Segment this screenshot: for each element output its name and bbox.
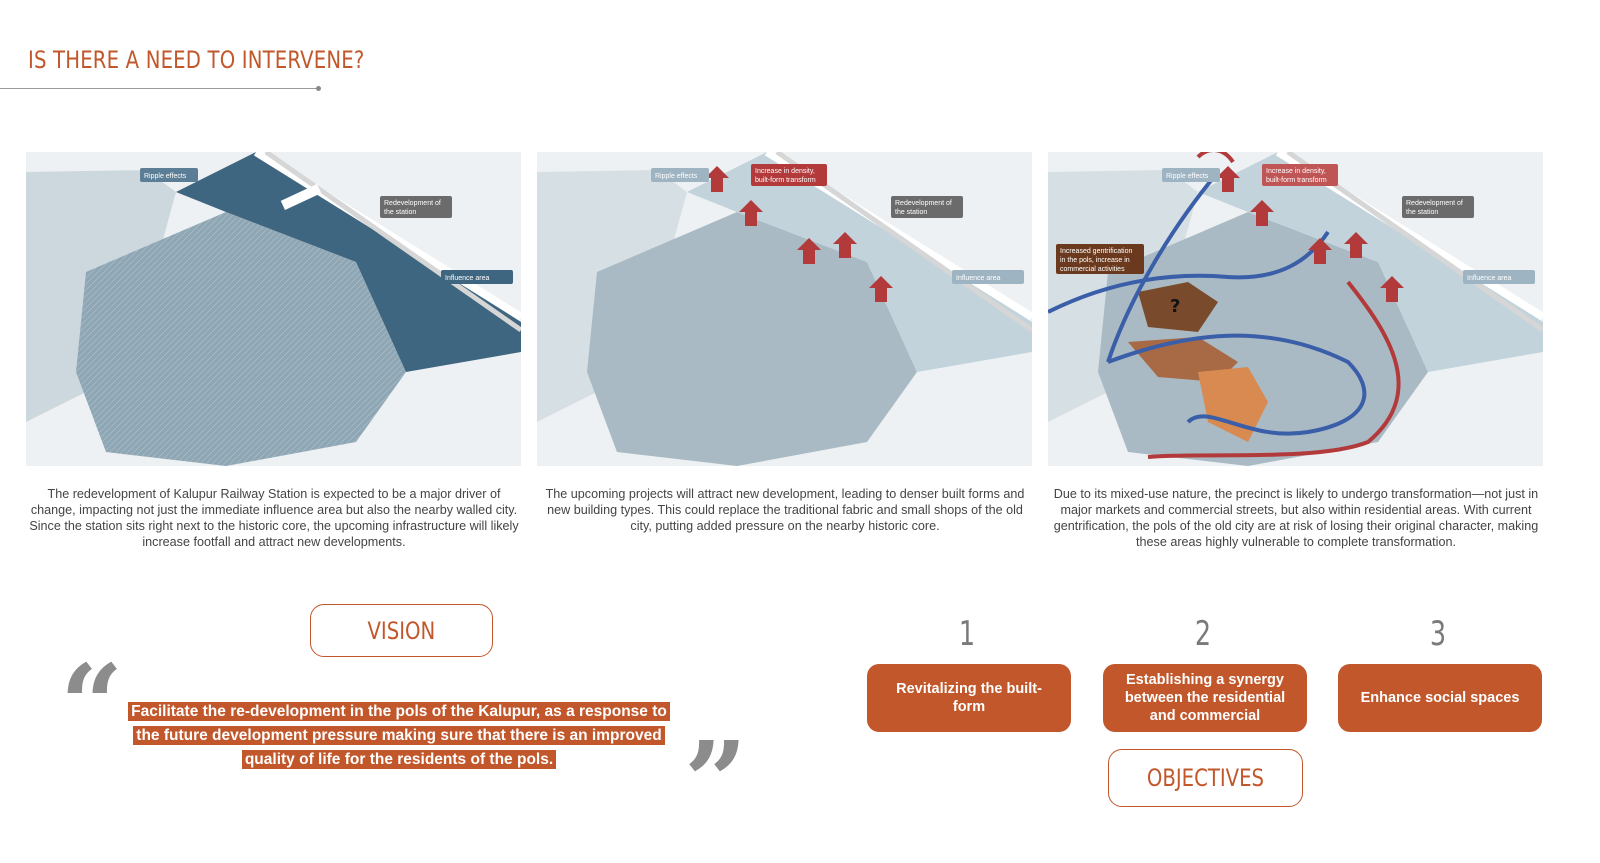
quote-open-icon: “	[60, 640, 124, 769]
objective-card-2: Establishing a synergy between the residential and commercial	[1103, 664, 1307, 732]
svg-text:Redevelopment of: Redevelopment of	[1406, 200, 1463, 207]
caption-1: The redevelopment of Kalupur Railway Station is expected to be a major driver of change, impacting not just the immediate influence area but also the nearby walled city. Since the station sits right next to the historic core, the upcoming infrastructure will likely increase footfall and attract new developments.	[29, 487, 519, 549]
svg-text:in the pols, increase in: in the pols, increase in	[1060, 257, 1130, 264]
map-3-illustration	[1048, 152, 1543, 466]
label-ripple-effects	[140, 168, 198, 182]
svg-text:commercial activities: commercial activities	[1060, 266, 1125, 273]
label-ripple-effects	[1162, 168, 1220, 182]
svg-text:Increased gentrification: Increased gentrification	[1060, 248, 1133, 255]
vision-statement-text: Facilitate the re-development in the pols of the Kalupur, as a response to the future development pressure making sure that there is an improved quality of life for the residents of the pols.	[128, 702, 670, 769]
objectives-heading	[1108, 749, 1303, 807]
svg-text:built-form transform: built-form transform	[1266, 177, 1327, 184]
caption-3: Due to its mixed-use nature, the precinct is likely to undergo transformation—not just in major markets and commercial streets, but also within residential areas. With current gentrification, the pols of the old city are at risk of losing their original character, making these areas highly vulnerable to complete transformation.	[1053, 487, 1539, 549]
quote-close-icon: ”	[684, 717, 748, 846]
label-influence-area	[441, 270, 513, 284]
objective-number-2: 2	[1194, 614, 1212, 654]
label-density	[1262, 164, 1338, 186]
label-gentrification	[1056, 244, 1144, 274]
label-redevelopment	[891, 196, 963, 218]
svg-text:Ripple effects: Ripple effects	[144, 173, 187, 180]
vision-heading	[310, 604, 493, 657]
objective-card-3: Enhance social spaces	[1338, 664, 1542, 732]
map-1-illustration	[26, 152, 521, 466]
svg-text:built-form transform: built-form transform	[755, 177, 816, 184]
svg-text:Increase in density,: Increase in density,	[755, 168, 815, 175]
map-influence-area	[26, 152, 521, 466]
objectives-label: OBJECTIVES	[1146, 764, 1265, 792]
svg-text:Redevelopment of: Redevelopment of	[895, 200, 952, 207]
svg-text:Influence area: Influence area	[1467, 275, 1512, 282]
label-redevelopment	[1402, 196, 1474, 218]
svg-text:Influence area: Influence area	[956, 275, 1001, 282]
objective-number-3: 3	[1429, 614, 1447, 654]
svg-text:the station: the station	[895, 209, 928, 216]
svg-text:Redevelopment of: Redevelopment of	[384, 200, 441, 207]
title-divider-dot	[316, 86, 321, 91]
label-density	[751, 164, 827, 186]
svg-text:the station: the station	[1406, 209, 1439, 216]
label-influence-area	[952, 270, 1024, 284]
page-title: IS THERE A NEED TO INTERVENE?	[28, 46, 365, 74]
svg-text:Ripple effects: Ripple effects	[655, 173, 698, 180]
svg-text:Ripple effects: Ripple effects	[1166, 173, 1209, 180]
label-ripple-effects	[651, 168, 709, 182]
svg-text:the station: the station	[384, 209, 417, 216]
title-divider	[0, 88, 318, 89]
map-2-illustration	[537, 152, 1032, 466]
svg-text:Increase in density,: Increase in density,	[1266, 168, 1326, 175]
label-influence-area	[1463, 270, 1535, 284]
vision-label: VISION	[367, 616, 436, 645]
vision-statement	[126, 700, 672, 772]
objective-number-1: 1	[958, 614, 976, 654]
svg-text:Influence area: Influence area	[445, 275, 490, 282]
label-redevelopment	[380, 196, 452, 218]
objective-card-1: Revitalizing the built-form	[867, 664, 1071, 732]
map-transformation	[1048, 152, 1543, 466]
caption-2: The upcoming projects will attract new development, leading to denser built forms and new building types. This could replace the traditional fabric and small shops of the old city, putting added pressure on the nearby historic core.	[545, 487, 1025, 533]
map-densification	[537, 152, 1032, 466]
question-mark: ?	[1170, 296, 1181, 317]
